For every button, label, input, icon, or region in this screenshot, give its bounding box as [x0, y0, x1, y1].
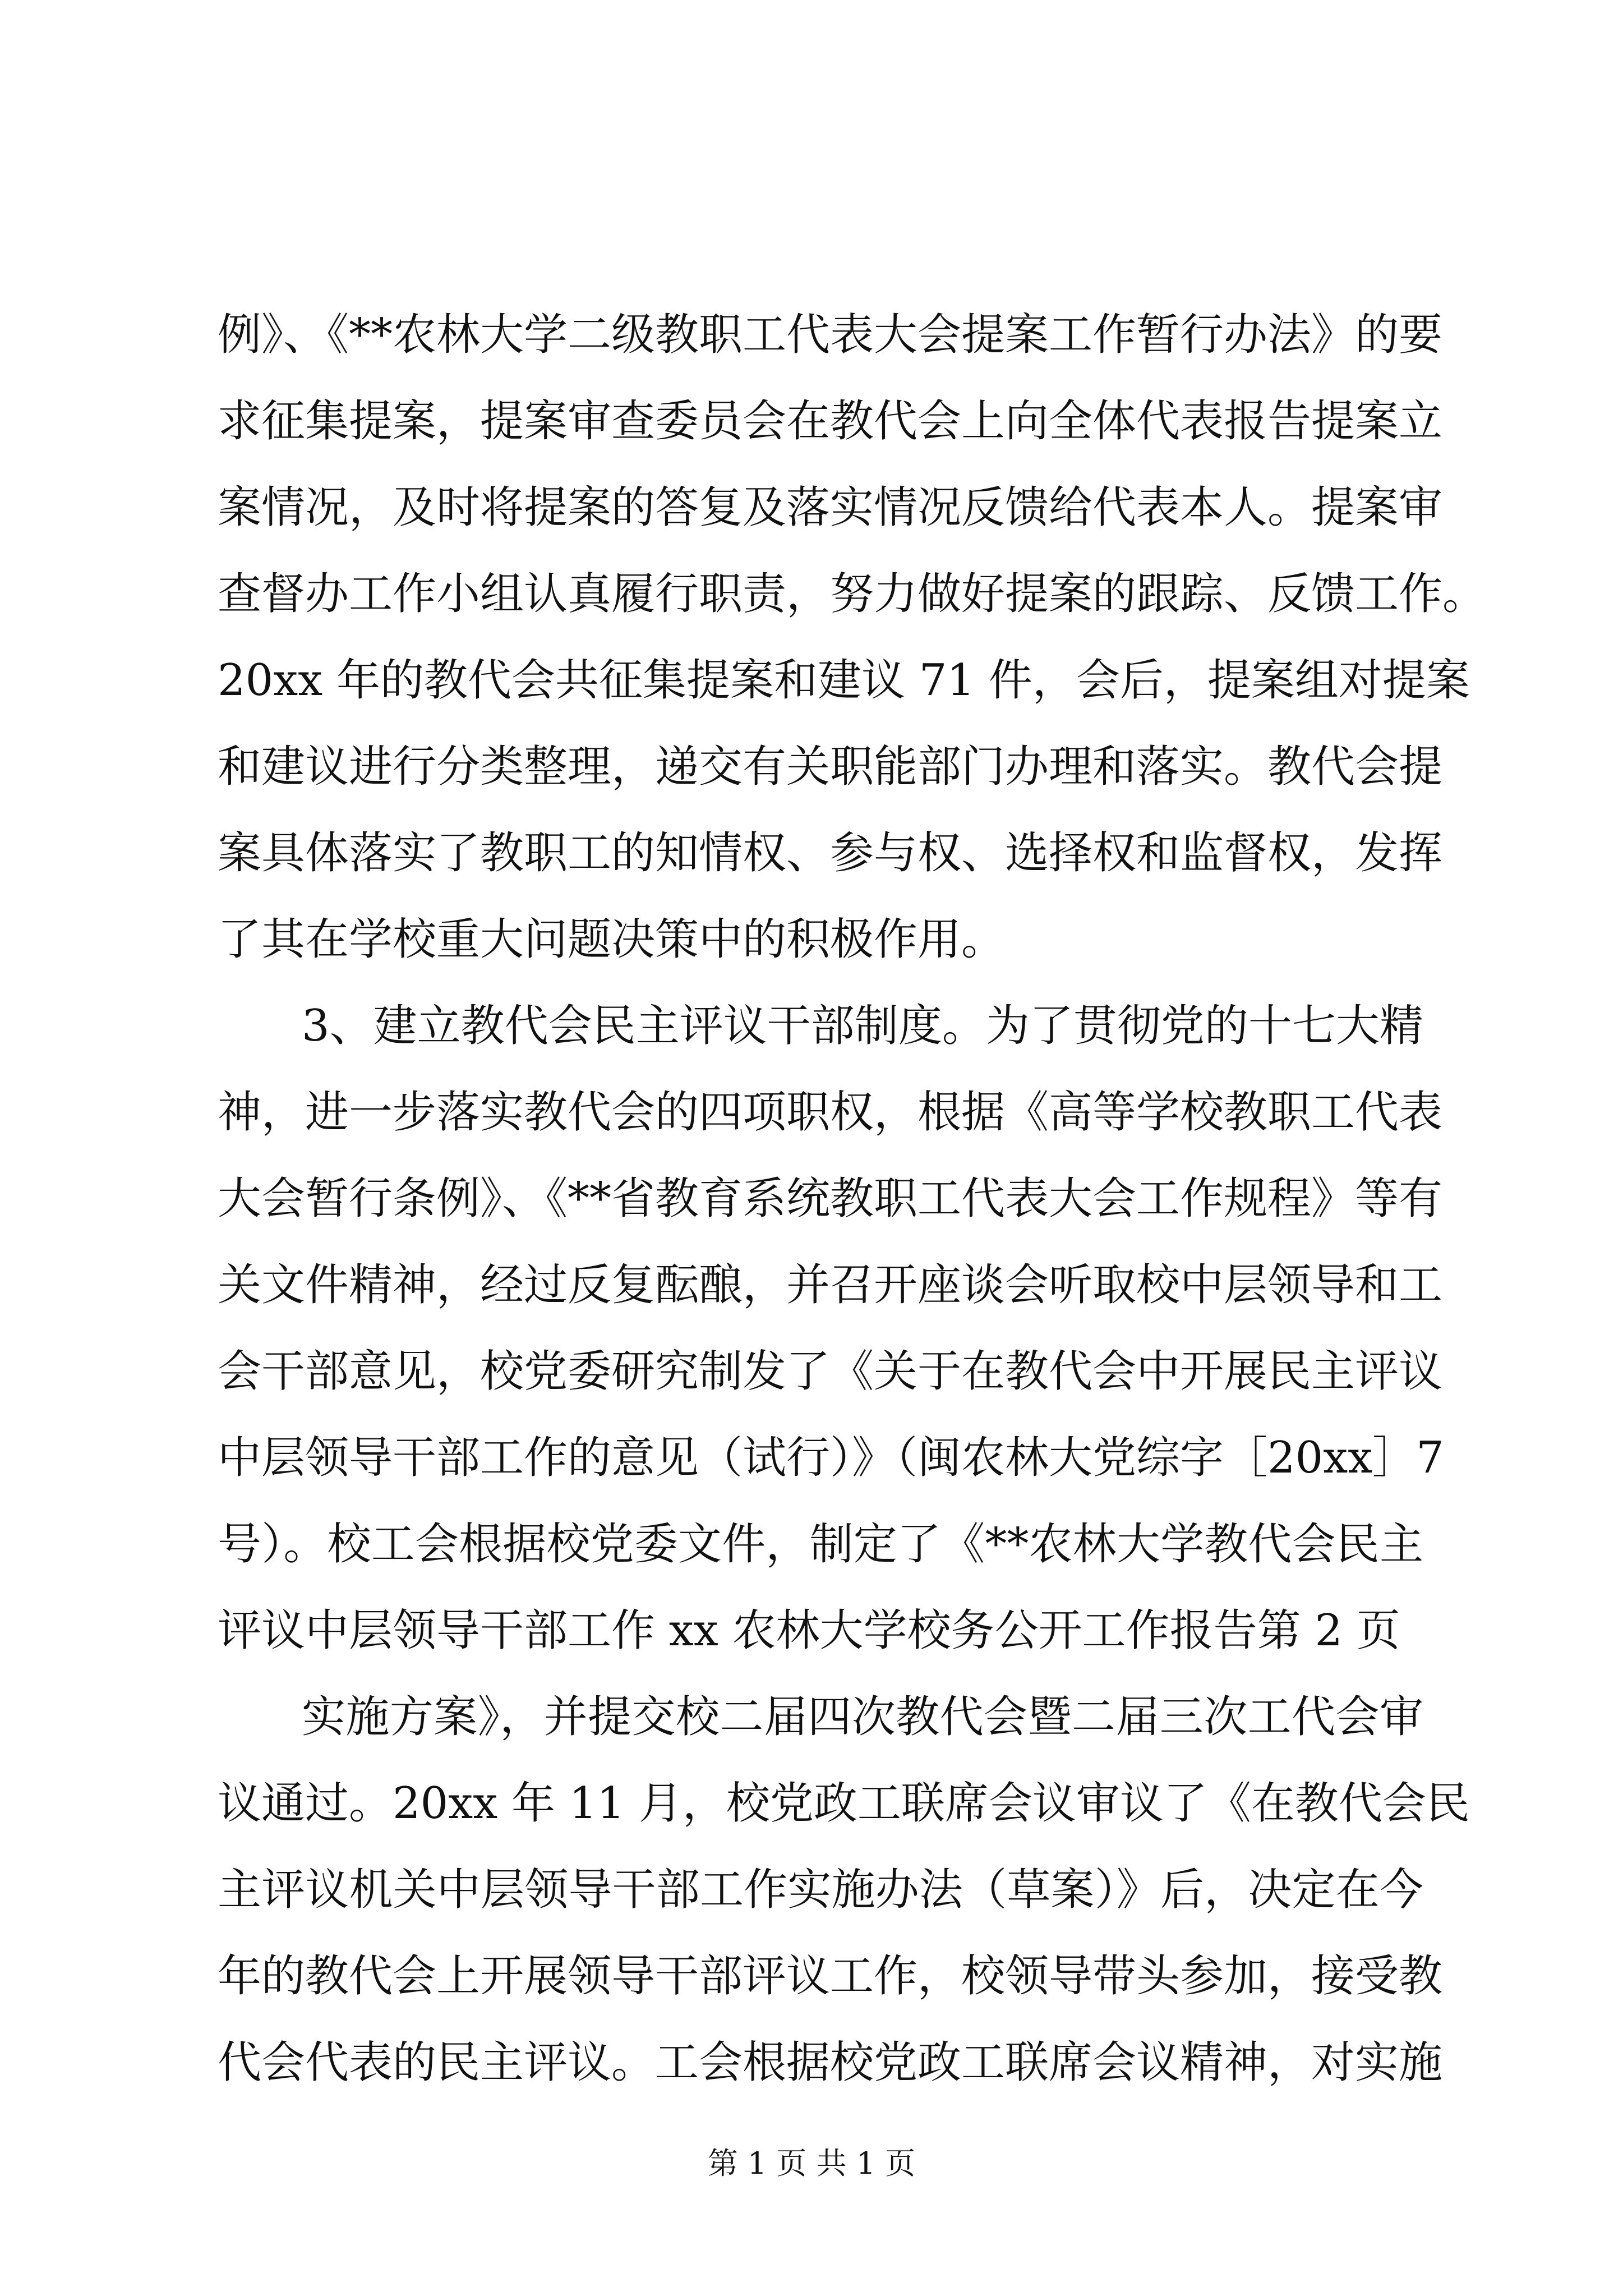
text-line: 神，进一步落实教代会的四项职权，根据《高等学校教职工代表 — [218, 1087, 1443, 1138]
text-line: 例》、《**农林大学二级教职工代表大会提案工作暂行办法》的要 — [218, 310, 1443, 360]
text-line: 评议中层领导干部工作 xx 农林大学校务公开工作报告第 2 页 — [218, 1605, 1400, 1656]
text-line: 案具体落实了教职工的知情权、参与权、选择权和监督权，发挥 — [218, 828, 1443, 878]
text-line: 查督办工作小组认真履行职责，努力做好提案的跟踪、反馈工作。 — [218, 569, 1487, 619]
text-line: 会干部意见，校党委研究制发了《关于在教代会中开展民主评议 — [218, 1346, 1443, 1397]
text-line: 了其在学校重大问题决策中的积极作用。 — [218, 914, 1006, 965]
text-line: 案情况，及时将提案的答复及落实情况反馈给代表本人。提案审 — [218, 482, 1443, 533]
text-line: 代会代表的民主评议。工会根据校党政工联席会议精神，对实施 — [218, 2037, 1443, 2088]
text-line: 大会暂行条例》、《**省教育系统教职工代表大会工作规程》等有 — [218, 1174, 1443, 1224]
text-line: 实施方案》，并提交校二届四次教代会暨二届三次工代会审 — [302, 1692, 1423, 1742]
text-line: 关文件精神，经过反复酝酿，并召开座谈会听取校中层领导和工 — [218, 1260, 1443, 1310]
page-footer: 第 1 页 共 1 页 — [707, 2146, 916, 2181]
text-line: 和建议进行分类整理，递交有关职能部门办理和落实。教代会提 — [218, 742, 1443, 792]
text-line: 求征集提案，提案审查委员会在教代会上向全体代表报告提案立 — [218, 396, 1443, 447]
body-text — [218, 292, 1487, 2106]
text-line: 3、建立教代会民主评议干部制度。为了贯彻党的十七大精 — [302, 1001, 1423, 1051]
text-line: 年的教代会上开展领导干部评议工作，校领导带头参加，接受教 — [218, 1951, 1443, 2001]
text-line: 主评议机关中层领导干部工作实施办法（草案）》后，决定在今 — [218, 1865, 1423, 1915]
text-line: 20xx 年的教代会共征集提案和建议 71 件，会后，提案组对提案 — [218, 655, 1470, 706]
text-line: 中层领导干部工作的意见（试行）》（闽农林大党综字［20xx］7 — [218, 1433, 1444, 1483]
text-line: 议通过。20xx 年 11 月，校党政工联席会议审议了《在教代会民 — [218, 1778, 1470, 1829]
text-line: 号）。校工会根据校党委文件，制定了《**农林大学教代会民主 — [218, 1519, 1423, 1570]
